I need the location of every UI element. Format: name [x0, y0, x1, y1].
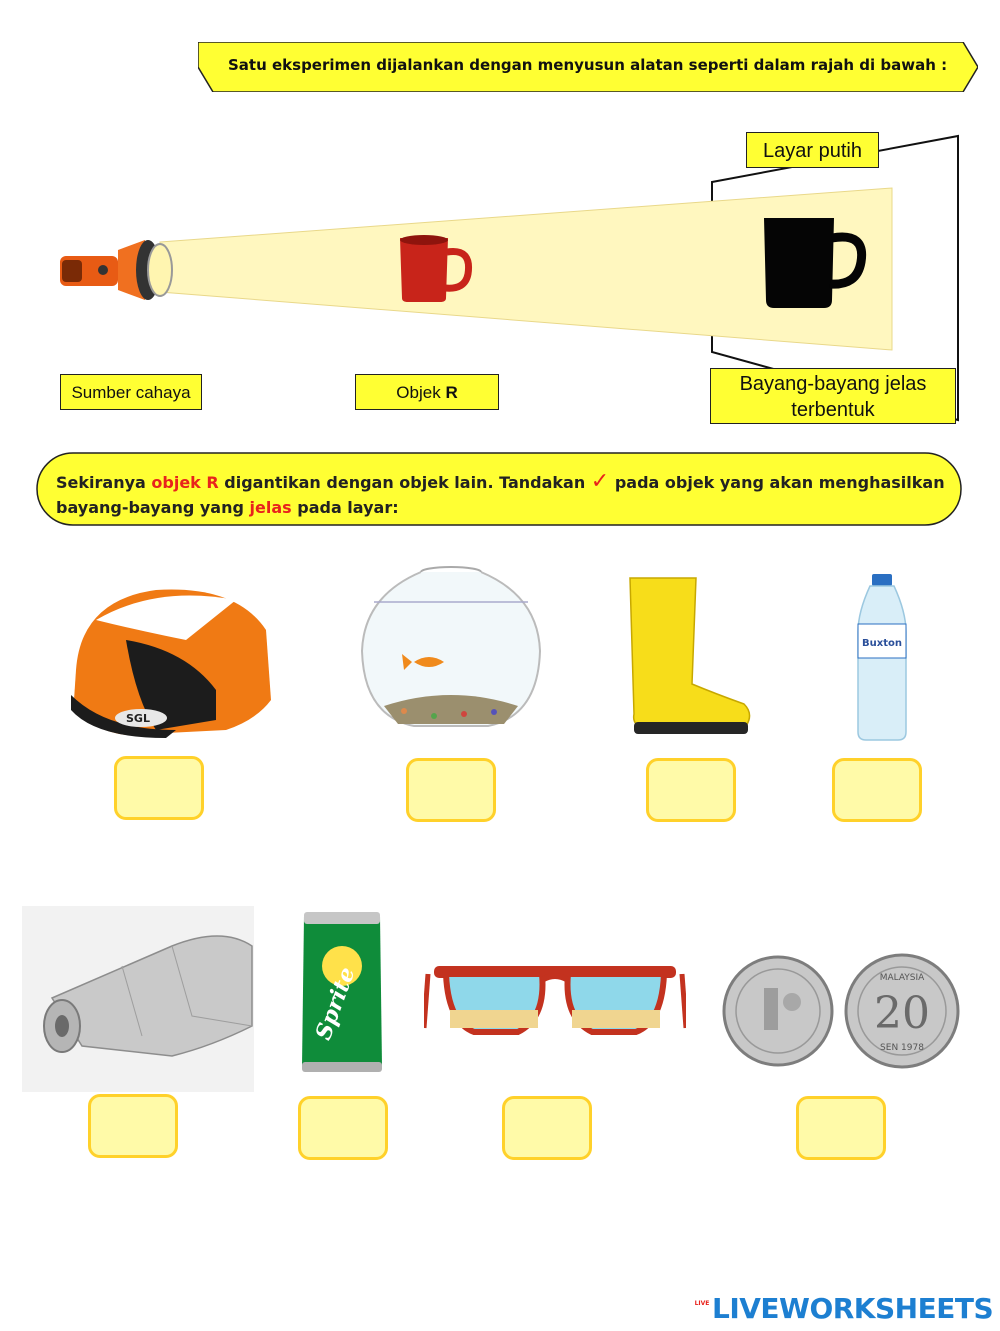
coin-year-text: SEN 1978 [880, 1043, 924, 1053]
answer-box-rain-boot[interactable] [646, 758, 736, 822]
sunglasses-icon [424, 962, 686, 1046]
liveworksheets-logo: LIVEWORKSHEETS [712, 1292, 994, 1325]
question-highlight-clear: jelas [249, 498, 292, 517]
question-part2: digantikan dengan objek lain. Tandakan [224, 473, 586, 492]
answer-box-aluminium-foil[interactable] [88, 1094, 178, 1158]
answer-box-coins[interactable] [796, 1096, 886, 1160]
question-text [56, 469, 956, 520]
water-bottle-icon [852, 572, 912, 744]
checkmark-icon: ✓ [590, 469, 610, 494]
answer-box-soda-can[interactable] [298, 1096, 388, 1160]
soda-can-icon [298, 906, 386, 1076]
question-part4: bayang-bayang yang [56, 498, 244, 517]
logo-badge-text: LIVE [694, 1300, 710, 1307]
object-r-label [355, 374, 499, 410]
can-brand-text: Sprite [310, 963, 361, 1044]
answer-box-fishbowl[interactable] [406, 758, 496, 822]
bottle-brand-text: Buxton [862, 638, 902, 649]
fishbowl-icon [354, 566, 548, 736]
shadow-label-line2: terbentuk [791, 399, 875, 421]
answer-box-sunglasses[interactable] [502, 1096, 592, 1160]
object-label-letter: R [445, 383, 458, 402]
helmet-brand-text: SGL [126, 712, 150, 725]
question-highlight-object: objek R [151, 473, 219, 492]
aluminium-foil-icon [22, 906, 254, 1092]
question-part1: Sekiranya [56, 473, 146, 492]
flashlight-icon [60, 240, 172, 300]
question-part3: pada objek yang akan menghasilkan [614, 473, 945, 492]
coin-value-text: 20 [874, 988, 930, 1039]
light-source-label: Sumber cahaya [60, 374, 202, 410]
answer-box-water-bottle[interactable] [832, 758, 922, 822]
object-label-prefix: Objek [396, 383, 441, 402]
shadow-label [710, 368, 956, 424]
liveworksheets-logo-icon [694, 1298, 710, 1322]
shadow-label-line1: Bayang-bayang jelas [739, 373, 927, 395]
rain-boot-icon [626, 574, 756, 739]
coins-icon [722, 950, 962, 1072]
coin-country-text: MALAYSIA [879, 973, 925, 983]
screen-label: Layar putih [746, 132, 879, 168]
answer-box-helmet[interactable] [114, 756, 204, 820]
instruction-text: Satu eksperimen dijalankan dengan menyusun alatan seperti dalam rajah di bawah : [228, 56, 948, 74]
question-part5: pada layar: [297, 498, 399, 517]
helmet-icon [66, 580, 276, 740]
